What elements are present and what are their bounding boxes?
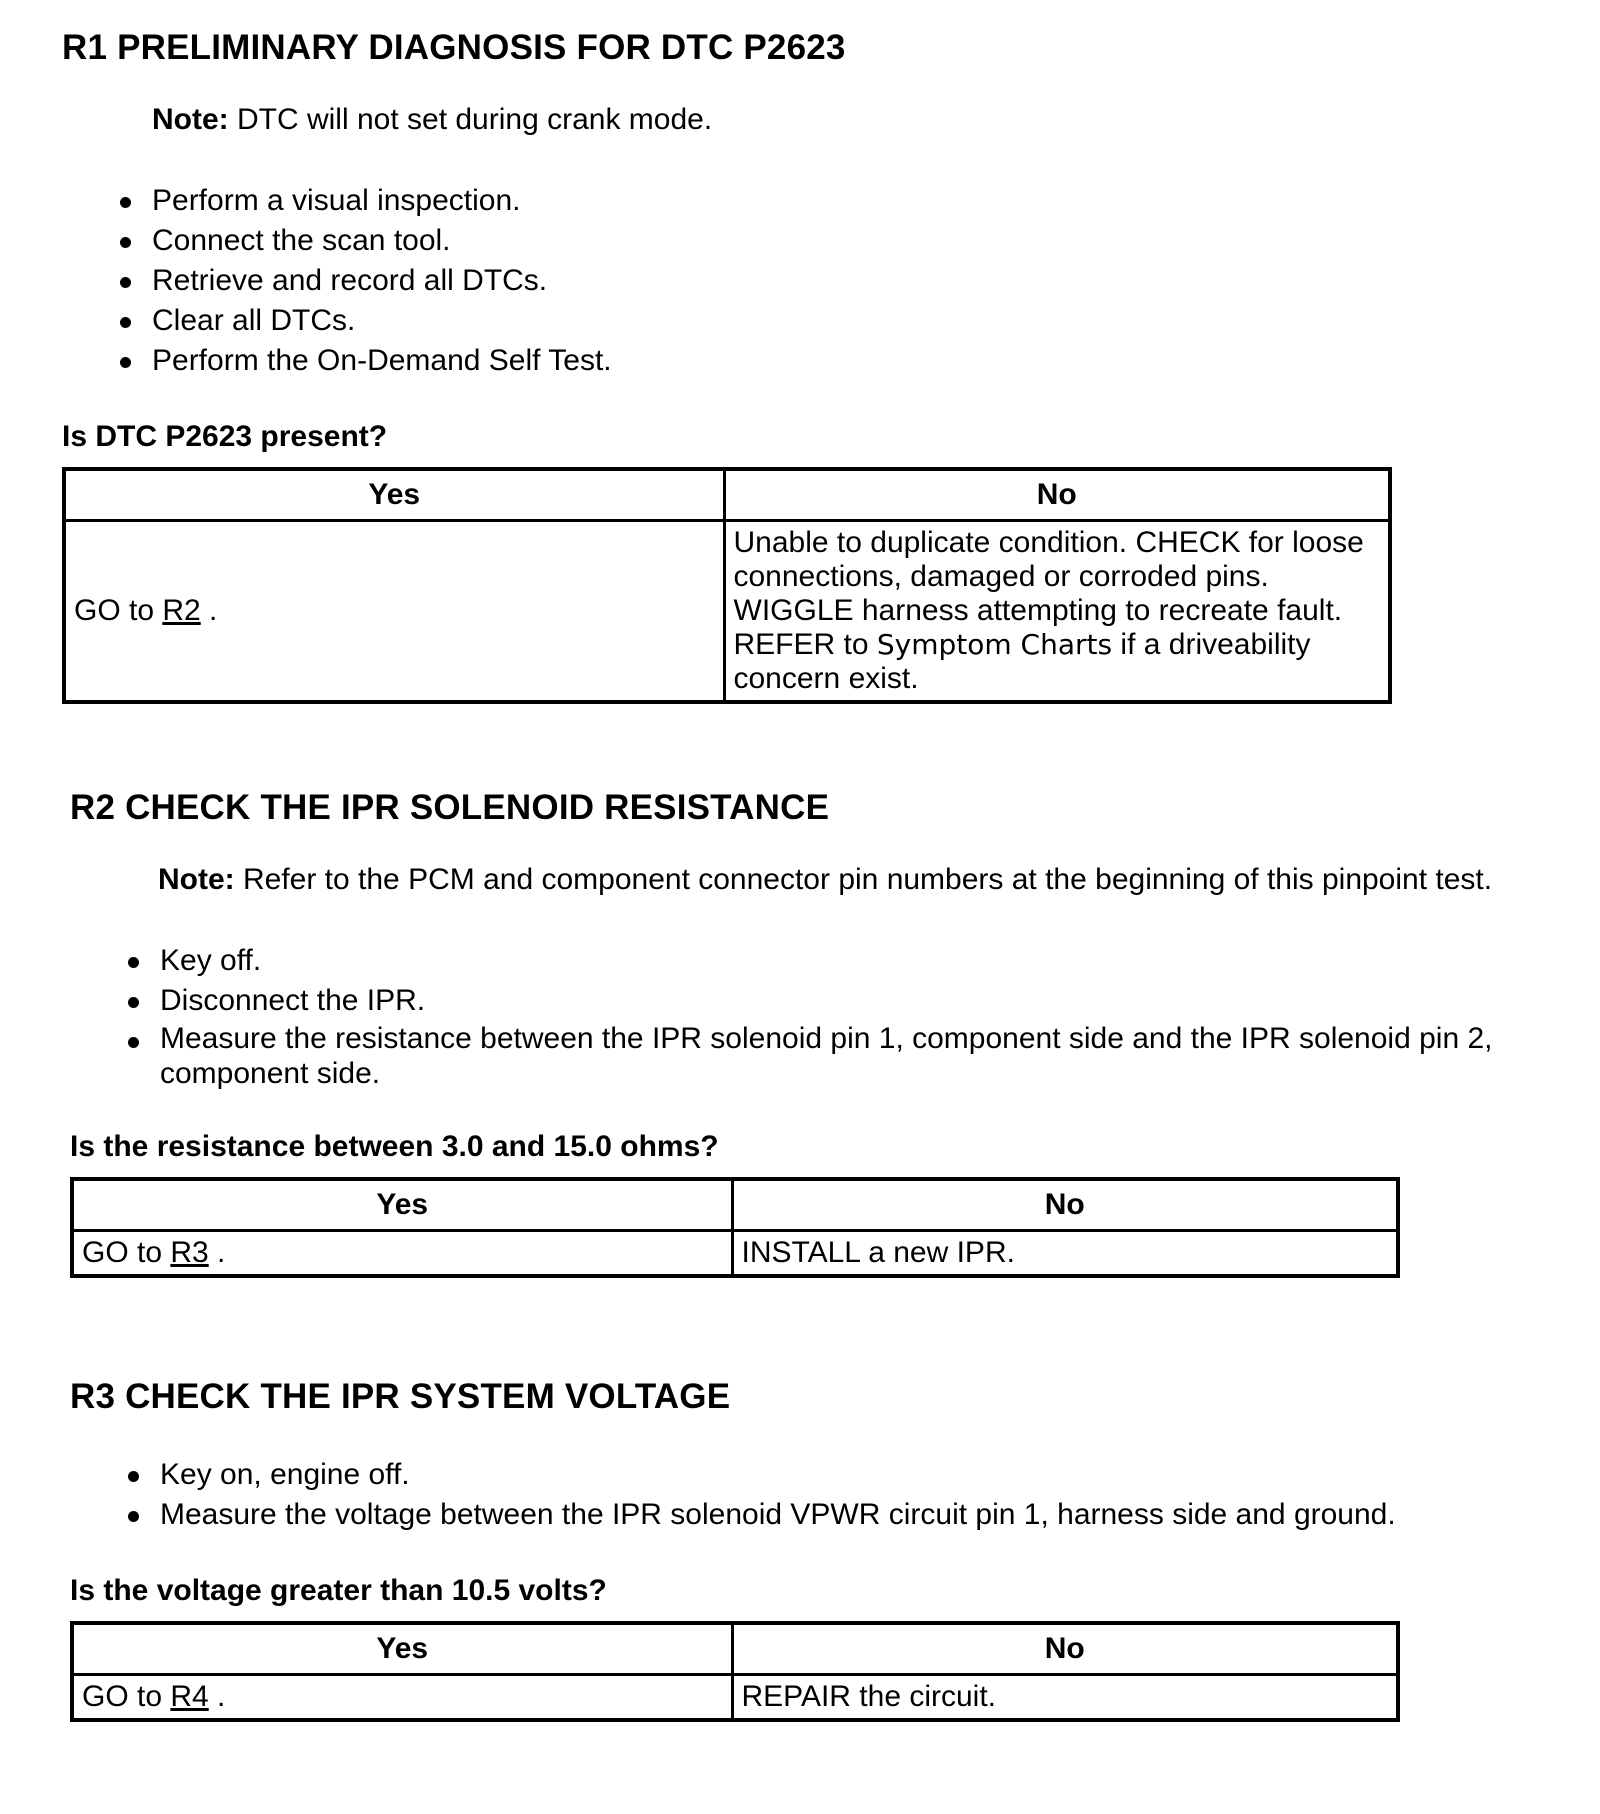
step-r3 [70,1375,1500,1722]
note-text: DTC will not set during crank mode. [228,103,713,136]
list-item: Measure the voltage between the IPR solenoid VPWR circuit pin 1, harness side and ground. [70,1495,1500,1535]
goto-r2-link[interactable]: R2 [162,594,201,627]
yes-no-table [70,1621,1400,1722]
step-r1 [62,26,1392,704]
instruction-list [70,1455,1500,1535]
table-row [64,521,1390,703]
bullet-dot-icon [120,277,131,288]
list-item: Key on, engine off. [70,1455,1500,1495]
symptom-charts-link[interactable]: Symptom Charts [876,628,1113,661]
bullet-dot-icon [128,997,139,1008]
yes-no-table [70,1177,1400,1278]
note [158,860,1500,900]
instruction-list [62,181,1392,381]
note-label: Note: [152,103,229,136]
instruction-list [70,941,1500,1091]
table-header-row [72,1623,1398,1675]
table-header-row [64,469,1390,521]
question: Is the resistance between 3.0 and 15.0 ohms? [70,1130,719,1163]
yes-no-table [62,467,1392,704]
step-title: R1 PRELIMINARY DIAGNOSIS FOR DTC P2623 [62,28,846,67]
note [152,100,1392,140]
bullet-dot-icon [120,357,131,368]
question: Is the voltage greater than 10.5 volts? [70,1574,607,1607]
yes-header: Yes [72,1623,732,1675]
bullet-dot-icon [120,317,131,328]
yes-cell: GO to R4 . [72,1675,732,1721]
no-header: No [732,1623,1398,1675]
table-row [72,1675,1398,1721]
no-header: No [724,469,1390,521]
table-row [72,1231,1398,1277]
bullet-dot-icon [128,957,139,968]
list-item: Disconnect the IPR. [70,981,1500,1021]
table-header-row [72,1179,1398,1231]
list-item: Key off. [70,941,1500,981]
no-cell: Unable to duplicate condition. CHECK for loose connections, damaged or corroded pins. WIGGLE harness attempting to recreate fault. REFER to Symptom Charts if a driveability concern exist. [724,521,1390,703]
note-text: Refer to the PCM and component connector pin numbers at the beginning of this pinpoint test. [234,863,1493,896]
list-item: Connect the scan tool. [62,221,1392,261]
bullet-dot-icon [128,1037,139,1048]
no-cell: INSTALL a new IPR. [732,1231,1398,1277]
no-header: No [732,1179,1398,1231]
yes-cell: GO to R2 . [64,521,724,703]
no-cell: REPAIR the circuit. [732,1675,1398,1721]
list-item: Perform a visual inspection. [62,181,1392,221]
bullet-dot-icon [120,237,131,248]
note-label: Note: [158,863,235,896]
goto-r3-link[interactable]: R3 [170,1236,209,1269]
step-title: R3 CHECK THE IPR SYSTEM VOLTAGE [70,1377,731,1416]
yes-header: Yes [64,469,724,521]
step-title: R2 CHECK THE IPR SOLENOID RESISTANCE [70,788,830,827]
bullet-dot-icon [120,197,131,208]
yes-header: Yes [72,1179,732,1231]
goto-r4-link[interactable]: R4 [170,1680,209,1713]
step-r2 [70,786,1500,1278]
bullet-dot-icon [128,1471,139,1482]
bullet-dot-icon [128,1511,139,1522]
list-item: Measure the resistance between the IPR solenoid pin 1, component side and the IPR solenoid pin 2, component side. [70,1021,1500,1091]
list-item: Clear all DTCs. [62,301,1392,341]
list-item: Perform the On-Demand Self Test. [62,341,1392,381]
yes-cell: GO to R3 . [72,1231,732,1277]
question: Is DTC P2623 present? [62,420,388,453]
list-item: Retrieve and record all DTCs. [62,261,1392,301]
